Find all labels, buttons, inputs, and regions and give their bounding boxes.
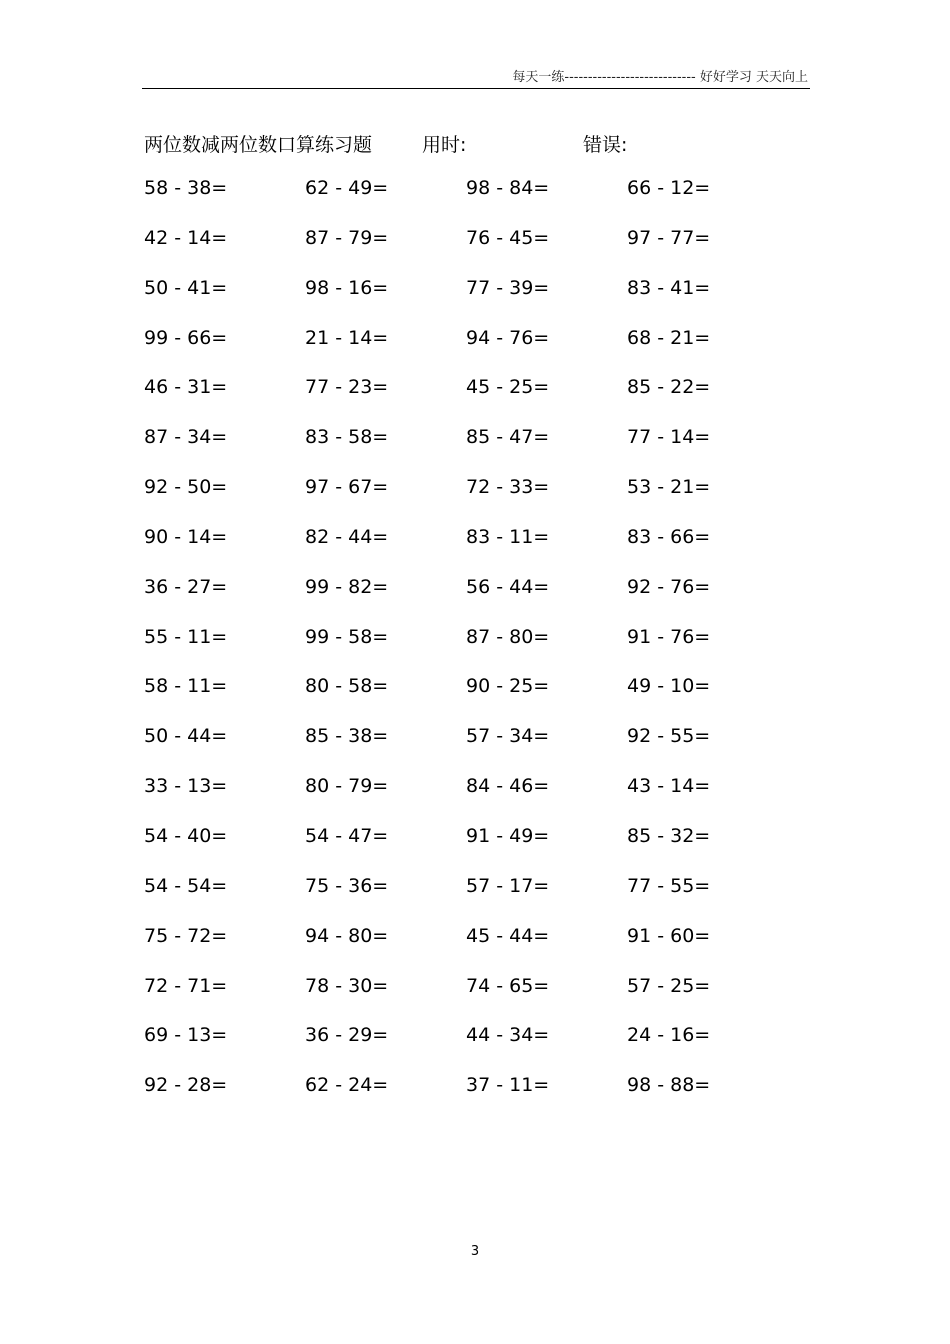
problem-item: 87 - 80= <box>466 625 550 648</box>
problem-row <box>0 323 950 373</box>
problem-row <box>0 971 950 1021</box>
problem-item: 33 - 13= <box>144 775 228 798</box>
problem-item: 53 - 21= <box>627 476 711 499</box>
problem-row <box>0 721 950 771</box>
problem-item: 91 - 49= <box>466 824 550 847</box>
problem-item: 72 - 33= <box>466 476 550 499</box>
problem-item: 50 - 41= <box>144 276 228 299</box>
problem-item: 90 - 14= <box>144 525 228 548</box>
problem-item: 94 - 80= <box>305 924 389 947</box>
problem-item: 68 - 21= <box>627 326 711 349</box>
problem-item: 92 - 50= <box>144 476 228 499</box>
problem-item: 77 - 14= <box>627 426 711 449</box>
problem-item: 56 - 44= <box>466 575 550 598</box>
problem-item: 44 - 34= <box>466 1024 550 1047</box>
problem-item: 84 - 46= <box>466 775 550 798</box>
problem-item: 83 - 58= <box>305 426 389 449</box>
page-number: 3 <box>470 1244 480 1259</box>
problem-item: 99 - 66= <box>144 326 228 349</box>
problem-item: 57 - 25= <box>627 974 711 997</box>
problem-item: 46 - 31= <box>144 376 228 399</box>
problem-item: 87 - 79= <box>305 226 389 249</box>
problem-item: 45 - 44= <box>466 924 550 947</box>
problem-item: 82 - 44= <box>305 525 389 548</box>
problem-row <box>0 173 950 223</box>
problem-item: 36 - 27= <box>144 575 228 598</box>
problem-item: 87 - 34= <box>144 426 228 449</box>
problem-item: 58 - 38= <box>144 177 228 199</box>
problem-item: 77 - 23= <box>305 376 389 399</box>
problem-item: 85 - 38= <box>305 725 389 748</box>
problem-row <box>0 422 950 472</box>
problem-item: 77 - 39= <box>466 276 550 299</box>
problem-item: 80 - 58= <box>305 675 389 698</box>
error-label: 错误: <box>583 134 628 156</box>
problem-item: 57 - 34= <box>466 725 550 748</box>
problem-row <box>0 921 950 971</box>
problem-item: 85 - 47= <box>466 426 550 449</box>
problem-item: 58 - 11= <box>144 675 228 698</box>
problem-item: 42 - 14= <box>144 226 228 249</box>
problem-item: 85 - 22= <box>627 376 711 399</box>
problem-item: 91 - 76= <box>627 625 711 648</box>
problem-row <box>0 572 950 622</box>
problem-item: 50 - 44= <box>144 725 228 748</box>
problem-item: 98 - 84= <box>466 177 550 199</box>
problem-row <box>0 1020 950 1070</box>
problem-item: 62 - 24= <box>305 1074 389 1097</box>
problem-row <box>0 372 950 422</box>
problem-item: 36 - 29= <box>305 1024 389 1047</box>
problem-row <box>0 273 950 323</box>
problem-item: 99 - 58= <box>305 625 389 648</box>
time-label: 用时: <box>422 134 467 156</box>
problem-item: 80 - 79= <box>305 775 389 798</box>
page-header <box>142 62 810 89</box>
problem-grid <box>0 173 950 1120</box>
problem-item: 90 - 25= <box>466 675 550 698</box>
problem-item: 66 - 12= <box>627 177 711 199</box>
problem-item: 83 - 11= <box>466 525 550 548</box>
problem-item: 85 - 32= <box>627 824 711 847</box>
problem-row <box>0 821 950 871</box>
problem-item: 91 - 60= <box>627 924 711 947</box>
problem-item: 45 - 25= <box>466 376 550 399</box>
problem-item: 98 - 16= <box>305 276 389 299</box>
problem-row <box>0 1070 950 1120</box>
problem-item: 43 - 14= <box>627 775 711 798</box>
problem-item: 83 - 41= <box>627 276 711 299</box>
problem-row <box>0 671 950 721</box>
problem-row <box>0 871 950 921</box>
worksheet-title: 两位数减两位数口算练习题 <box>144 134 373 156</box>
problem-row <box>0 771 950 821</box>
problem-item: 94 - 76= <box>466 326 550 349</box>
problem-row <box>0 472 950 522</box>
problem-row <box>0 622 950 672</box>
problem-item: 21 - 14= <box>305 326 389 349</box>
problem-item: 83 - 66= <box>627 525 711 548</box>
problem-item: 49 - 10= <box>627 675 711 698</box>
problem-item: 74 - 65= <box>466 974 550 997</box>
problem-item: 54 - 54= <box>144 874 228 897</box>
problem-item: 37 - 11= <box>466 1074 550 1097</box>
problem-item: 54 - 40= <box>144 824 228 847</box>
problem-item: 62 - 49= <box>305 177 389 199</box>
problem-row <box>0 223 950 273</box>
problem-item: 57 - 17= <box>466 874 550 897</box>
problem-item: 78 - 30= <box>305 974 389 997</box>
problem-item: 72 - 71= <box>144 974 228 997</box>
worksheet-title-row <box>0 126 950 160</box>
header-text: 每天一练---------------------------- 好好学习 天天向上 <box>512 70 808 85</box>
problem-item: 98 - 88= <box>627 1074 711 1097</box>
problem-item: 54 - 47= <box>305 824 389 847</box>
problem-item: 24 - 16= <box>627 1024 711 1047</box>
problem-item: 92 - 76= <box>627 575 711 598</box>
problem-item: 55 - 11= <box>144 625 228 648</box>
problem-item: 69 - 13= <box>144 1024 228 1047</box>
problem-item: 92 - 28= <box>144 1074 228 1097</box>
problem-item: 75 - 72= <box>144 924 228 947</box>
problem-item: 77 - 55= <box>627 874 711 897</box>
problem-item: 92 - 55= <box>627 725 711 748</box>
problem-item: 75 - 36= <box>305 874 389 897</box>
problem-item: 76 - 45= <box>466 226 550 249</box>
problem-row <box>0 522 950 572</box>
problem-item: 99 - 82= <box>305 575 389 598</box>
problem-item: 97 - 77= <box>627 226 711 249</box>
problem-item: 97 - 67= <box>305 476 389 499</box>
